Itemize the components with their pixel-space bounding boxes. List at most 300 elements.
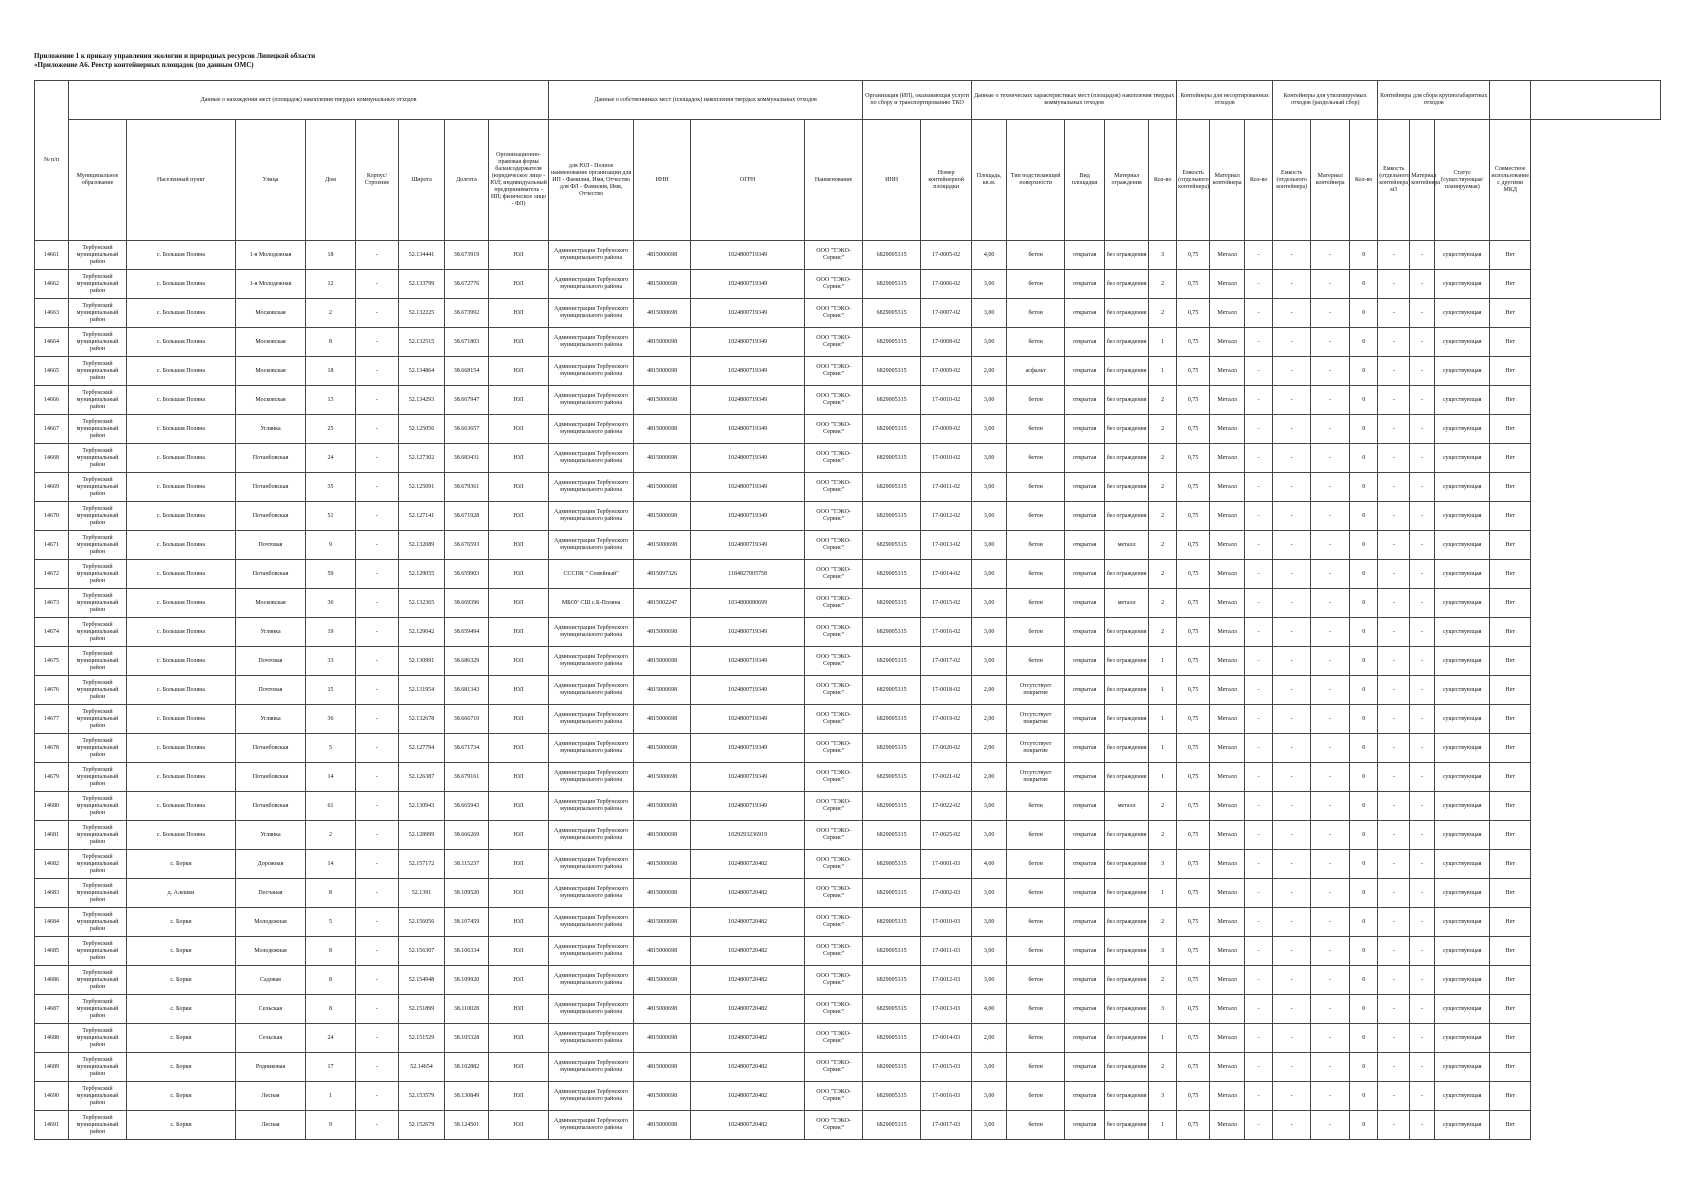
table-cell: 24 [306, 444, 356, 473]
document-caption [34, 52, 315, 70]
table-cell: Металл [1210, 473, 1245, 502]
table-cell: 51 [306, 502, 356, 531]
table-cell: 4815000698 [634, 821, 691, 850]
table-cell: 6829005315 [863, 241, 921, 270]
table-cell: 6829005315 [863, 299, 921, 328]
table-row [35, 241, 1661, 270]
table-cell: Тербунский муниципальный район [69, 966, 127, 995]
table-cell: Нет [1490, 241, 1531, 270]
table-cell: - [1378, 299, 1410, 328]
table-cell: - [1245, 415, 1273, 444]
table-cell: 2 [306, 299, 356, 328]
table-cell: 1024800719349 [691, 618, 805, 647]
table-cell: 0,75 [1177, 473, 1210, 502]
table-row [35, 560, 1661, 589]
table-cell: 52.132515 [399, 328, 445, 357]
header-group: Данные о собственниках мест (площадок) накопления твердых коммунальных отходов [549, 81, 863, 120]
table-cell: Московская [236, 299, 306, 328]
table-cell: Почтовая [236, 531, 306, 560]
table-cell: - [356, 908, 399, 937]
table-cell: - [1410, 357, 1435, 386]
table-cell: 38.679361 [445, 473, 489, 502]
table-cell: 6829005315 [863, 1082, 921, 1111]
table-cell: Садовая [236, 966, 306, 995]
table-cell: - [1245, 763, 1273, 792]
table-cell: бетон [1007, 908, 1065, 937]
table-cell: Нет [1490, 734, 1531, 763]
table-cell: - [1245, 908, 1273, 937]
table-cell: 0,75 [1177, 502, 1210, 531]
table-cell: - [1311, 995, 1350, 1024]
table-cell: Тербунский муниципальный район [69, 531, 127, 560]
table-cell: Тербунский муниципальный район [69, 850, 127, 879]
table-cell: - [1273, 763, 1311, 792]
table-cell: 14663 [35, 299, 69, 328]
table-cell: Родниковая [236, 1053, 306, 1082]
table-cell: ЮЛ [489, 763, 549, 792]
table-cell: 14 [306, 763, 356, 792]
table-cell: 0 [1350, 502, 1378, 531]
table-cell: открытая [1065, 415, 1105, 444]
table-cell: 52.128999 [399, 821, 445, 850]
table-cell: - [356, 618, 399, 647]
table-cell: ООО "ТЭКО-Сервис" [805, 908, 863, 937]
table-cell: Металл [1210, 560, 1245, 589]
table-cell: 2 [1149, 560, 1177, 589]
table-cell: - [1410, 821, 1435, 850]
table-cell: - [1311, 531, 1350, 560]
table-cell: - [356, 444, 399, 473]
header-group [1490, 81, 1531, 120]
table-cell: 0,75 [1177, 415, 1210, 444]
table-cell: Отсутствует покрытие [1007, 705, 1065, 734]
table-cell: Администрация Тербунского муниципального района [549, 1053, 634, 1082]
table-cell: 6829005315 [863, 328, 921, 357]
table-cell: - [1410, 937, 1435, 966]
table-body [35, 241, 1661, 1140]
table-cell: открытая [1065, 966, 1105, 995]
table-cell: 4815000698 [634, 676, 691, 705]
table-cell: 52.126387 [399, 763, 445, 792]
table-cell: 52.153579 [399, 1082, 445, 1111]
table-cell: Металл [1210, 357, 1245, 386]
column-header: Емкость (отдельного контейнера) м3 [1378, 120, 1410, 241]
table-cell: - [1311, 444, 1350, 473]
table-cell: 4815000698 [634, 1111, 691, 1140]
table-cell: Тербунский муниципальный район [69, 763, 127, 792]
table-cell: открытая [1065, 357, 1105, 386]
table-cell: бетон [1007, 1111, 1065, 1140]
table-cell: 1024800720482 [691, 879, 805, 908]
table-row [35, 589, 1661, 618]
table-cell: 38.665943 [445, 792, 489, 821]
table-cell: - [356, 1111, 399, 1140]
table-cell: Металл [1210, 589, 1245, 618]
table-cell: 14683 [35, 879, 69, 908]
table-cell: - [1245, 357, 1273, 386]
table-cell: 17-0025-02 [921, 821, 972, 850]
table-cell: открытая [1065, 937, 1105, 966]
table-cell: существующая [1435, 618, 1490, 647]
table-cell: 17-0019-02 [921, 705, 972, 734]
table-cell: 1024800719349 [691, 415, 805, 444]
table-cell: Потанбовская [236, 763, 306, 792]
table-cell: 6829005315 [863, 473, 921, 502]
table-cell: - [1378, 502, 1410, 531]
table-cell: 0 [1350, 1053, 1378, 1082]
table-cell: 52.152679 [399, 1111, 445, 1140]
table-cell: 17 [306, 1053, 356, 1082]
table-cell: 14664 [35, 328, 69, 357]
table-cell: Металл [1210, 328, 1245, 357]
table-cell: 38.673919 [445, 241, 489, 270]
table-cell: бетон [1007, 502, 1065, 531]
column-header: Долгота [445, 120, 489, 241]
table-row [35, 386, 1661, 415]
table-cell: 52.131954 [399, 676, 445, 705]
header-group: Организация (ИП), оказывающая услуги по сбору и транспортированию ТКО [863, 81, 972, 120]
table-cell: открытая [1065, 531, 1105, 560]
table-cell: 17-0008-02 [921, 328, 972, 357]
table-cell: - [1311, 589, 1350, 618]
table-cell: Молодежная [236, 937, 306, 966]
table-cell: без ограждения [1105, 821, 1149, 850]
table-cell: Потанбовская [236, 560, 306, 589]
table-cell: Металл [1210, 850, 1245, 879]
table-cell: - [356, 386, 399, 415]
table-cell: 4,00 [972, 850, 1007, 879]
table-cell: без ограждения [1105, 241, 1149, 270]
table-cell: - [1245, 560, 1273, 589]
table-cell: 0,75 [1177, 966, 1210, 995]
column-header: Кол-во [1149, 120, 1177, 241]
table-cell: 14689 [35, 1053, 69, 1082]
table-row [35, 995, 1661, 1024]
table-cell: Нет [1490, 676, 1531, 705]
table-cell: без ограждения [1105, 850, 1149, 879]
table-cell: Металл [1210, 270, 1245, 299]
table-cell: 1024800720482 [691, 1111, 805, 1140]
table-cell: 0,75 [1177, 241, 1210, 270]
table-cell: 0 [1350, 1111, 1378, 1140]
table-cell: 0,75 [1177, 734, 1210, 763]
table-cell: бетон [1007, 1053, 1065, 1082]
table-cell: - [1378, 270, 1410, 299]
table-cell: 18 [306, 357, 356, 386]
table-cell: ООО "ТЭКО-Сервис" [805, 937, 863, 966]
table-row [35, 792, 1661, 821]
table-cell: Металл [1210, 1053, 1245, 1082]
table-cell: 0 [1350, 270, 1378, 299]
table-cell: 1024800719349 [691, 328, 805, 357]
table-cell: 52.156307 [399, 937, 445, 966]
table-cell: металл [1105, 589, 1149, 618]
header-group-row [35, 81, 1661, 120]
table-cell: Администрация Тербунского муниципального района [549, 1024, 634, 1053]
table-cell: 38.671803 [445, 328, 489, 357]
table-cell: 0 [1350, 386, 1378, 415]
table-cell: 2,00 [972, 705, 1007, 734]
table-cell: 3 [1149, 937, 1177, 966]
table-cell: существующая [1435, 879, 1490, 908]
table-cell: 3,00 [972, 879, 1007, 908]
table-cell: существующая [1435, 415, 1490, 444]
table-cell: с. Большая Поляна [127, 241, 236, 270]
table-cell: 3,00 [972, 937, 1007, 966]
table-row [35, 270, 1661, 299]
table-cell: - [1245, 299, 1273, 328]
table-cell: 2 [1149, 589, 1177, 618]
table-cell: - [1311, 415, 1350, 444]
table-cell: 8 [306, 328, 356, 357]
table-cell: Тербунский муниципальный район [69, 560, 127, 589]
table-cell: Тербунский муниципальный район [69, 589, 127, 618]
table-cell: 14676 [35, 676, 69, 705]
table-cell: Нет [1490, 647, 1531, 676]
table-cell: - [356, 270, 399, 299]
table-cell: 3,00 [972, 502, 1007, 531]
table-cell: 38.124501 [445, 1111, 489, 1140]
table-cell: - [1273, 647, 1311, 676]
table-cell: 0,75 [1177, 850, 1210, 879]
table-cell: 2 [306, 821, 356, 850]
table-cell: Потанбовская [236, 444, 306, 473]
table-cell: Тербунский муниципальный район [69, 879, 127, 908]
table-cell: 1024800719349 [691, 705, 805, 734]
table-cell: Нет [1490, 270, 1531, 299]
table-cell: Металл [1210, 1024, 1245, 1053]
table-cell: - [1245, 879, 1273, 908]
table-cell: - [1273, 1053, 1311, 1082]
table-cell: 1024800719349 [691, 386, 805, 415]
table-cell: с. Большая Поляна [127, 618, 236, 647]
table-cell: 4815000698 [634, 734, 691, 763]
table-cell: 1 [1149, 734, 1177, 763]
table-cell: 2 [1149, 966, 1177, 995]
table-cell: 38.115237 [445, 850, 489, 879]
table-cell: Нет [1490, 763, 1531, 792]
table-cell: 14687 [35, 995, 69, 1024]
table-cell: Лесная [236, 1082, 306, 1111]
table-cell: - [1311, 357, 1350, 386]
table-cell: ЮЛ [489, 386, 549, 415]
table-cell: Администрация Тербунского муниципального района [549, 995, 634, 1024]
table-cell: Металл [1210, 792, 1245, 821]
table-cell: 0 [1350, 1082, 1378, 1111]
table-cell: 38.671928 [445, 502, 489, 531]
table-cell: 0,75 [1177, 763, 1210, 792]
table-cell: Металл [1210, 821, 1245, 850]
table-cell: ЮЛ [489, 502, 549, 531]
table-cell: 6829005315 [863, 531, 921, 560]
table-cell: - [1378, 821, 1410, 850]
table-cell: 38.667947 [445, 386, 489, 415]
table-cell: 4815000698 [634, 879, 691, 908]
table-cell: ООО "ТЭКО-Сервис" [805, 792, 863, 821]
table-cell: 52.151529 [399, 1024, 445, 1053]
table-cell: бетон [1007, 531, 1065, 560]
table-cell: - [1245, 1082, 1273, 1111]
table-cell: ООО "ТЭКО-Сервис" [805, 270, 863, 299]
table-cell: - [1273, 357, 1311, 386]
table-cell: - [1378, 966, 1410, 995]
table-cell: 3,00 [972, 589, 1007, 618]
table-cell: 2,00 [972, 763, 1007, 792]
table-cell: - [1273, 995, 1311, 1024]
table-cell: Нет [1490, 386, 1531, 415]
table-cell: Металл [1210, 444, 1245, 473]
table-cell: Нет [1490, 705, 1531, 734]
table-cell: - [1410, 1111, 1435, 1140]
table-cell: бетон [1007, 647, 1065, 676]
table-cell: Тербунский муниципальный район [69, 647, 127, 676]
table-cell: 0 [1350, 618, 1378, 647]
table-cell: 14674 [35, 618, 69, 647]
table-cell: - [356, 821, 399, 850]
table-cell: - [356, 241, 399, 270]
table-cell: без ограждения [1105, 415, 1149, 444]
table-cell: существующая [1435, 473, 1490, 502]
table-cell: 1024800719349 [691, 502, 805, 531]
table-cell: - [1311, 1111, 1350, 1140]
table-cell: с. Большая Поляна [127, 270, 236, 299]
table-cell: - [1245, 386, 1273, 415]
table-cell: бетон [1007, 966, 1065, 995]
table-cell: - [1245, 705, 1273, 734]
table-cell: ЮЛ [489, 328, 549, 357]
table-cell: - [1378, 734, 1410, 763]
table-cell: 52.125091 [399, 473, 445, 502]
table-cell: - [1245, 647, 1273, 676]
table-cell: Металл [1210, 763, 1245, 792]
table-cell: - [1273, 705, 1311, 734]
table-cell: Тербунский муниципальный район [69, 357, 127, 386]
table-cell: бетон [1007, 792, 1065, 821]
table-cell: Администрация Тербунского муниципального района [549, 850, 634, 879]
table-cell: ЮЛ [489, 241, 549, 270]
table-cell: бетон [1007, 618, 1065, 647]
table-cell: 17-0013-02 [921, 531, 972, 560]
table-cell: Администрация Тербунского муниципального района [549, 270, 634, 299]
table-cell: - [1273, 473, 1311, 502]
table-cell: - [1410, 473, 1435, 502]
table-cell: ЮЛ [489, 589, 549, 618]
table-cell: 1184827005758 [691, 560, 805, 589]
table-cell: 4815000698 [634, 357, 691, 386]
table-cell: 6829005315 [863, 647, 921, 676]
table-cell: 9 [306, 531, 356, 560]
table-cell: Администрация Тербунского муниципального района [549, 937, 634, 966]
table-cell: 14662 [35, 270, 69, 299]
table-cell: Администрация Тербунского муниципального района [549, 734, 634, 763]
table-cell: ООО "ТЭКО-Сервис" [805, 444, 863, 473]
table-cell: - [1273, 386, 1311, 415]
table-cell: - [1311, 241, 1350, 270]
table-cell: 0,75 [1177, 908, 1210, 937]
table-cell: с. Большая Поляна [127, 444, 236, 473]
table-cell: 3,00 [972, 444, 1007, 473]
table-cell: 3,00 [972, 966, 1007, 995]
table-cell: 4815000698 [634, 299, 691, 328]
table-cell: Администрация Тербунского муниципального района [549, 647, 634, 676]
table-cell: 14678 [35, 734, 69, 763]
table-cell: 38.666269 [445, 821, 489, 850]
table-cell: 8 [306, 995, 356, 1024]
table-cell: 3,00 [972, 328, 1007, 357]
table-cell: - [356, 560, 399, 589]
table-cell: с. Большая Поляна [127, 821, 236, 850]
table-cell: 1-я Молодежная [236, 270, 306, 299]
table-cell: 6829005315 [863, 821, 921, 850]
table-cell: Углянка [236, 618, 306, 647]
table-cell: 0 [1350, 792, 1378, 821]
table-cell: - [1245, 1024, 1273, 1053]
table-cell: 4815000698 [634, 328, 691, 357]
table-cell: Администрация Тербунского муниципального района [549, 444, 634, 473]
table-cell: - [1273, 502, 1311, 531]
table-cell: 38.130849 [445, 1082, 489, 1111]
table-cell: 1 [1149, 676, 1177, 705]
table-cell: открытая [1065, 589, 1105, 618]
column-header: Материал контейнера [1311, 120, 1350, 241]
table-cell: 2,00 [972, 676, 1007, 705]
table-cell: без ограждения [1105, 357, 1149, 386]
table-cell: 38.686329 [445, 647, 489, 676]
table-cell: Администрация Тербунского муниципального района [549, 241, 634, 270]
table-cell: Администрация Тербунского муниципального района [549, 415, 634, 444]
table-cell: 52.154948 [399, 966, 445, 995]
table-cell: с. Борки [127, 1111, 236, 1140]
table-cell: Металл [1210, 966, 1245, 995]
table-row [35, 502, 1661, 531]
table-cell: 0,75 [1177, 386, 1210, 415]
table-cell: 6829005315 [863, 589, 921, 618]
table-cell: 38.666710 [445, 705, 489, 734]
column-header: ОГРН [691, 120, 805, 241]
table-cell: - [1311, 1082, 1350, 1111]
table-cell: открытая [1065, 995, 1105, 1024]
table-cell: - [356, 705, 399, 734]
table-cell: - [1273, 299, 1311, 328]
table-cell: Нет [1490, 1024, 1531, 1053]
table-cell: 38.109520 [445, 879, 489, 908]
table-cell: Тербунский муниципальный район [69, 618, 127, 647]
table-cell: 4815000698 [634, 937, 691, 966]
table-cell: без ограждения [1105, 734, 1149, 763]
table-cell: существующая [1435, 705, 1490, 734]
table-cell: 5 [306, 908, 356, 937]
table-cell: 0 [1350, 647, 1378, 676]
table-cell: Нет [1490, 618, 1531, 647]
table-cell: - [1410, 386, 1435, 415]
table-cell: 1024800719349 [691, 299, 805, 328]
table-cell: существующая [1435, 589, 1490, 618]
header-group: Данные о нахождении мест (площадок) накопления твердых коммунальных отходов [69, 81, 549, 120]
table-cell: с. Борки [127, 995, 236, 1024]
table-row [35, 357, 1661, 386]
table-cell: - [1410, 299, 1435, 328]
table-cell: - [356, 879, 399, 908]
table-cell: - [1311, 937, 1350, 966]
table-cell: 8 [306, 879, 356, 908]
table-cell: 17-0022-02 [921, 792, 972, 821]
table-cell: ЮЛ [489, 1082, 549, 1111]
table-row [35, 1111, 1661, 1140]
table-cell: - [356, 299, 399, 328]
table-row [35, 966, 1661, 995]
table-cell: существующая [1435, 821, 1490, 850]
table-cell: 2 [1149, 444, 1177, 473]
